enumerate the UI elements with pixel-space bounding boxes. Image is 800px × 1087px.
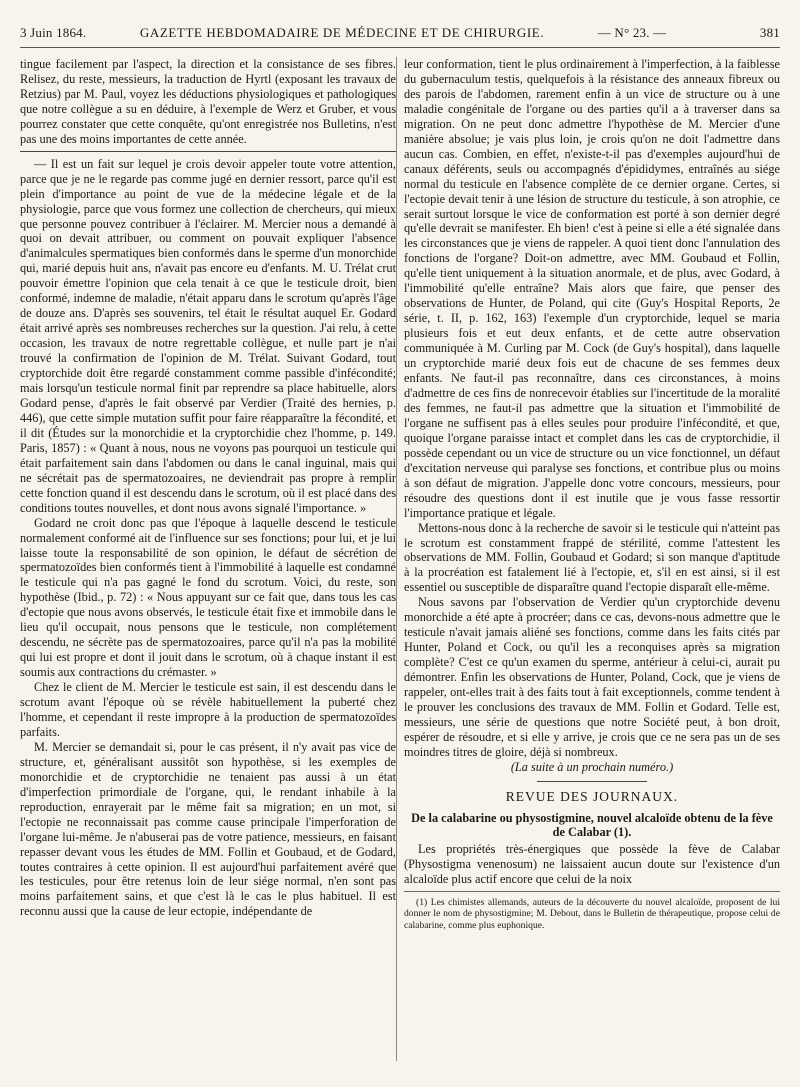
issue-number: — N° 23. — [597,25,667,40]
paragraph: Godard ne croit donc pas que l'époque à laquelle descend le testicule normalement conformé ait de l'influence sur ses fonctions; pour lui, et je lui laisse toute la responsabilité de son opinion, le défaut de sécrétion de spermatozoïdes bien conformés tient à l'immobilité à laquelle est condamné le testicule qui n'a pas gagné le fond du scrotum. Voici, du reste, son hypothèse (Ibid., p. 72) : « Nous appuyant sur ce fait que, dans tous les cas d'ectopie que nous avons observés, le testicule était fixe et immobile dans le lieu qu'il occupait, nous pensons que le testicule, non complétement descendu, ne sécrète pas de spermatozoaires, parce qu'il n'a pas la mobilité qui lui est propre et dont il jouit dans le scrotum, où à chaque instant il est soumis aux contractions du crémaster. » [20,515,396,680]
page-header [20,22,780,48]
column-divider [396,57,397,1061]
issue-date: 3 Juin 1864. [20,25,87,40]
continuation-note: (La suite à un prochain numéro.) [510,759,674,774]
paragraph: Chez le client de M. Mercier le testicule est sain, il est descendu dans le scrotum avant l'époque où se révèle habituellement la puberté chez l'homme, et cependant il reste impropre à la production de spermatozoïdes parfaits. [20,680,396,739]
article-title: De la calabarine ou physostigmine, nouvel alcaloïde obtenu de la fève de Calabar (1). [411,810,773,839]
paragraph: M. Mercier se demandait si, pour le cas présent, il n'y avait pas vice de structure, et, généralisant aussitôt son hypothèse, si les exemples de monorchidie et de cryptorchidie ne tenaient pas aussi à un état d'imperfection primordiale de l'organe, qui, le rendant inhabile à la reproduction, enrayerait par le même fait sa migration; en un mot, si l'ectopie ne reconnaissait pas comme cause principale l'imperforation de l'organe lui-même. Je n'abuserai pas de votre patience, messieurs, en faisant repasser devant vous les études de MM. Follin et Goubaud, et de Godard, toutes contraires à cette opinion. Il est aujourd'hui parfaitement avéré que les testicules, pour être retenus loin de leur siége normal, n'en sont pas moins parfaitement sains, et que c'est là le cas le plus habituel. Il est reconnu aussi que la cause de leur ectopie, indépendante de [20,739,396,919]
section-divider [20,151,396,152]
footnote-text: (1) Les chimistes allemands, auteurs de la découverte du nouvel alcaloïde, proposent de lui donner le nom de physostigmine; M. Debout, dans le Bulletin de thérapeutique, propose celui de calabarine, comme plus euphonique. [404,896,780,931]
journal-title: GAZETTE HEBDOMADAIRE DE MÉDECINE ET DE CHIRURGIE. [139,25,545,40]
paragraph: Les propriétés très-énergiques que possède la fève de Calabar (Physostigma venenosum) ne laissaient aucun doute sur l'existence d'un alcaloïde plus actif encore que celui de la noix [404,841,780,886]
paragraph: Nous savons par l'observation de Verdier qu'un cryptorchide devenu monorchide a été apte à procréer; dans ce cas, devons-nous admettre que le testicule n'avait jamais aliéné ses fonctions, comme dans les faits cités par Hunter, Poland et Cock, ou qu'il les a reconquises après sa migration complète? C'est ce qu'un examen du sperme, antérieur à celui-ci, aurait pu démontrer. Enfin les observations de Hunter, Poland, Cock, que je viens de rappeler, ont-elles trait à des faits tout à fait exceptionnels, comme tendent à le prouver les conclusions des travaux de MM. Follin et Godard. Telle est, messieurs, une série de questions que notre Société peut, à bon droit, espérer de résoudre, et si elle y arrive, je crois que ce ne sera pas un de ses moindres titres de gloire, déjà si nombreux. [404,595,780,759]
left-column [20,57,396,1073]
paragraph: tingue facilement par l'aspect, la direction et la consistance de ses fibres. Relisez, du reste, messieurs, la traduction de Hyrtl (exposant les travaux de Retzius) par M. Paul, voyez les déductions physiologiques et pathologiques que notre collègue a su en déduire, à l'exemple de Werz et Gruber, et vous pourrez constater que cette conquête, qu'ont enregistrée nos Bulletins, n'est pas une des moins importantes de cette année. [20,57,396,146]
section-title: REVUE DES JOURNAUX. [505,788,679,804]
short-rule [537,781,647,782]
right-column [404,57,780,1073]
paragraph: leur conformation, tient le plus ordinairement à l'imperfection, à la faiblesse du gubernaculum testis, quelquefois à la résistance des anneaux fibreux ou des parois de l'abdomen, rarement enfin à un vice de structure ou à une maladie congénitale de l'organe ou des parties qu'il a à traverser dans sa migration. On ne peut donc admettre l'hypothèse de M. Mercier d'une manière absolue; je vais plus loin, je crois qu'on ne doit l'admettre dans aucun cas. Combien, en effet, n'existe-t-il pas d'exemples aujourd'hui de canaux déférents, seuls ou accompagnés d'épididymes, entraînés au siége normal du testicule en l'absence complète de ce dernier organe. Certes, si l'ectopie devait tenir à une lésion de structure du testicule, à son atrophie, ce serait surtout lorsque le vice de conformation est porté à son dernier degré qu'elle devrait se manifester. Eh bien! c'est à peine si elle a été signalée dans les circonstances que je viens de rappeler. A quoi tient donc l'annulation des fonctions de l'organe? Doit-on admettre, avec MM. Goubaud et Follin, qu'elle tient uniquement à la situation anormale, et de plus, avec Godard, à l'immobilité qu'elle entraîne? Mais alors que faire, que penser des observations de Hunter, de Poland, qui cite (Guy's Hospital Reports, 2e série, t. II, p. 162, 163) l'exemple d'un cryptorchide, lequel se maria plusieurs fois et eut deux enfants, et de cette autre observation communiquée à M. Curling par M. Cock (de Guy's hospital), dans laquelle un cryptorchide marié deux fois eut de chacune de ses femmes deux enfants. Ne faut-il pas reconnaître, dans ces circonstances, à moins d'admettre de ces fins de nonrecevoir établies sur l'incertitude de la moralité des femmes, ne faut-il pas admettre que la situation et l'immobilité de l'organe ne suffisent pas à elles seules pour produire l'infécondité, et que, quoique l'organe paraisse intact et complet dans les cas de cryptorchidie, il possède cependant ou un vice de structure ou un vice fonctionnel, un défaut d'excitation nerveuse qui paralyse ses fonctions, et contribue plus ou moins à son défaut de migration. J'appelle donc votre concours, messieurs, pour résoudre des questions dont il est inutile que je vous fasse ressortir l'importance pratique et légale. [404,57,780,520]
page-number: 381 [759,25,780,40]
footnote [404,891,780,932]
paragraph: Mettons-nous donc à la recherche de savoir si le testicule qui n'atteint pas le scrotum est constamment frappé de stérilité, comme l'attestent les observations de MM. Follin, Goubaud et Godard; si son manque d'aptitude à la procréation est fatalement lié à l'ectopie, et, s'il en est ainsi, si il est essentiel ou susceptible de disparaître quand l'ectopie disparaît elle-même. [404,520,780,595]
paragraph: — Il est un fait sur lequel je crois devoir appeler toute votre attention, parce que je ne le regarde pas comme jugé en dernier ressort, parce qu'il est plein d'importance au point de vue de la médecine légale et de la physiologie, parce que vous formez une collection de chercheurs, qui mieux que personne pouvez contribuer à l'éclairer. M. Mercier nous a demandé à quoi on devait attribuer, ou comment on pouvait expliquer l'absence d'animalcules spermatiques bien conformés dans le sperme d'un monorchide qui, marié depuis huit ans, n'avait pas encore eu d'enfants. M. U. Trélat crut pouvoir émettre l'opinion que cela tenait à ce que le testicule droit, bien conformé, indemne de maladie, n'était apparu dans le scrotum qu'après l'âge de douze ans. D'après ses souvenirs, tel était le résultat auquel Er. Godard était arrivé après ses nombreuses recherches sur la question. J'ai relu, à cette occasion, les travaux de notre regrettable collègue, et nulle part je n'ai trouvé la confirmation de l'opinion de M. Trélat. Suivant Godard, tout cryptorchide doit être regardé constamment comme passible d'infécondité; mais lorsqu'un testicule normal finit par reprendre sa place habituelle, alors Godard pense, d'après le fait observé par Verdier (Traité des hernies, p. 446), que cette simple mutation suffit pour faire réapparaître la fécondité, et il dit (Études sur la monorchidie et la cryptorchidie chez l'homme, p. 149. Paris, 1857) : « Quant à nous, nous ne voyons pas pourquoi un testicule qui était parfaitement sain dans l'abdomen ou dans le canal inguinal, mais qui ne sécrétait pas de spermatozoaires, ne deviendrait pas propre à remplir cette fonction quand il est descendu dans le scrotum, où il est placé dans des conditions toutes nouvelles, et dont nous avons signalé l'importance. » [20,156,396,515]
